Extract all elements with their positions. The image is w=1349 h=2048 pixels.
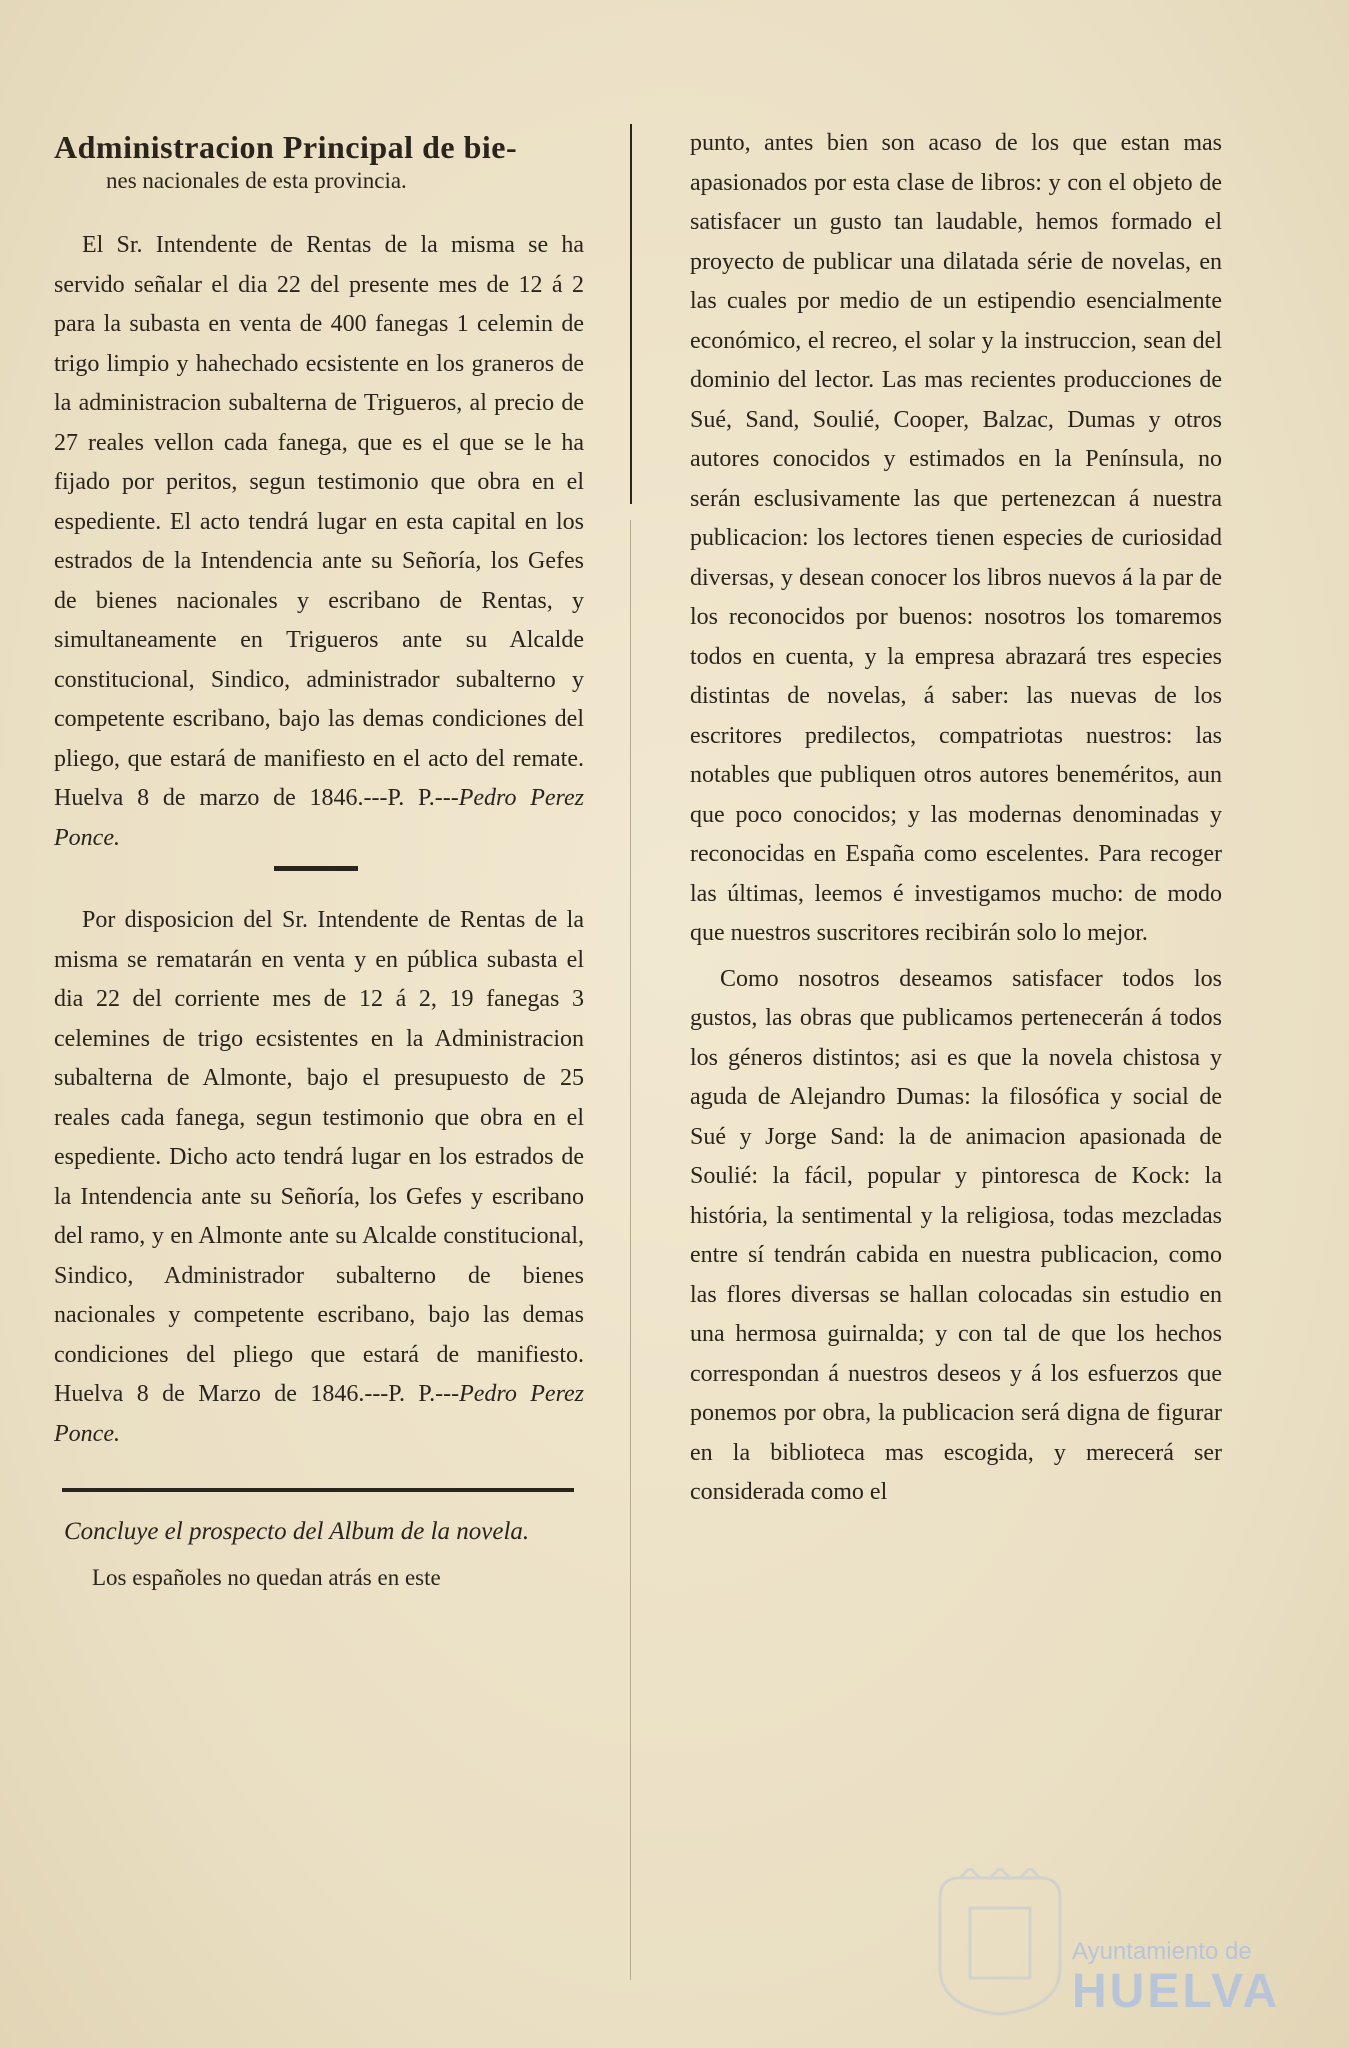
notice-text: El Sr. Intendente de Rentas de la misma se ha servido señalar el dia 22 del presente mes de 12 á 2 para la subasta en venta de 400 fanegas 1 celemin de trigo limpio y hahechado ecsistente en los graneros de la administracion subalterna de Trigueros, al precio de 27 reales vellon cada fanega, que es el que se le ha fijado por peritos, segun testimonio que obra en el espediente. El acto tendrá lugar en esta capital en los estrados de la Intendencia ante su Señoría, los Gefes de bienes nacionales y escribano de Rentas, y simultaneamente en Trigueros ante su Alcalde constitucional, Sindico, administrador subalterno y competente escribano, bajo las demas condiciones del pliego, que estará de manifiesto en el acto del remate. Huelva 8 de marzo de 1846.---P. P.--- <box>54 232 584 811</box>
notice-text: Por disposicion del Sr. Intendente de Rentas de la misma se rematarán en venta y en pública subasta el dia 22 del corriente mes de 12 á 2, 19 fanegas 3 celemines de trigo ecsistentes en la Administracion subalterna de Almonte, bajo el presupuesto de 25 reales cada fanega, segun testimonio que obra en el espediente. Dicho acto tendrá lugar en los estrados de la Intendencia ante su Señoría, los Gefes y escribano del ramo, y en Almonte ante su Alcalde constitucional, Sindico, Administrador subalterno de bienes nacionales y competente escribano, bajo las demas condiciones del pliego que estará de manifiesto. Huelva 8 de Marzo de 1846.---P. P.--- <box>54 907 584 1407</box>
prospectus-paragraph-2: Como nosotros deseamos satisfacer todos los gustos, las obras que publicamos pertenecerán á todos los géneros distintos; asi es que la novela chistosa y aguda de Alejandro Dumas: la filosófica y social de Sué y Jorge Sand: la de animacion apasionada de Soulié: la fácil, popular y pintoresca de Kock: la história, la sentimental y la religiosa, todas mezcladas entre sí tendrán cabida en nuestra publicacion, como las flores diversas se hallan colocadas sin estudio en una hermosa guirnalda; y con tal de que los hechos correspondan á nuestros deseos y á los esfuerzos que ponemos por obra, la publicacion será digna de figurar en la biblioteca mas escogida, y merecerá ser considerada como el <box>690 965 1222 1505</box>
section-heading-continuation: nes nacionales de esta provincia. <box>106 168 407 193</box>
right-column <box>690 124 1222 1513</box>
prospectus-heading: Concluye el prospecto del Album de la novela. <box>64 1518 530 1545</box>
watermark-line1: Ayuntamiento de <box>1072 1938 1252 1965</box>
auction-notice-almonte <box>54 901 584 1454</box>
column-divider <box>630 124 632 504</box>
auction-notice-trigueros <box>54 226 584 858</box>
notice-signature: Pedro Perez Ponce. <box>54 785 584 851</box>
separator-long <box>62 1488 574 1492</box>
watermark-line2: HUELVA <box>1072 1965 1281 2018</box>
notice-signature: Pedro Perez Ponce. <box>54 1381 585 1447</box>
prospectus-first-line: Los españoles no quedan atrás en este <box>92 1565 441 1590</box>
section-heading: Administracion Principal de bie- <box>54 129 518 165</box>
separator-short <box>274 866 358 871</box>
left-column <box>54 128 584 1594</box>
column-divider-faint <box>630 520 631 1980</box>
prospectus-paragraph-1: punto, antes bien son acaso de los que estan mas apasionados por esta clase de libros: y con el objeto de satisfacer un gusto tan laudable, hemos formado el proyecto de publicar una dilatada série de novelas, en las cuales por medio de un estipendio esencialmente económico, el recreo, el solar y la instruccion, sean del dominio del lector. Las mas recientes producciones de Sué, Sand, Soulié, Cooper, Balzac, Dumas y otros autores conocidos y estimados en la Península, no serán esclusivamente las que pertenezcan á nuestra publicacion: los lectores tienen especies de curiosidad diversas, y desean conocer los libros nuevos á la par de los reconocidos por buenos: nosotros los tomaremos todos en cuenta, y la empresa abrazará tres especies distintas de novelas, á saber: las nuevas de los escritores predilectos, compatriotas nuestros: las notables que publiquen otros autores beneméritos, aun que poco conocidos; y las modernas denominadas y reconocidas en España como escelentes. Para recoger las últimas, leemos é investigamos mucho: de modo que nuestros suscritores recibirán solo lo mejor. <box>690 130 1222 946</box>
